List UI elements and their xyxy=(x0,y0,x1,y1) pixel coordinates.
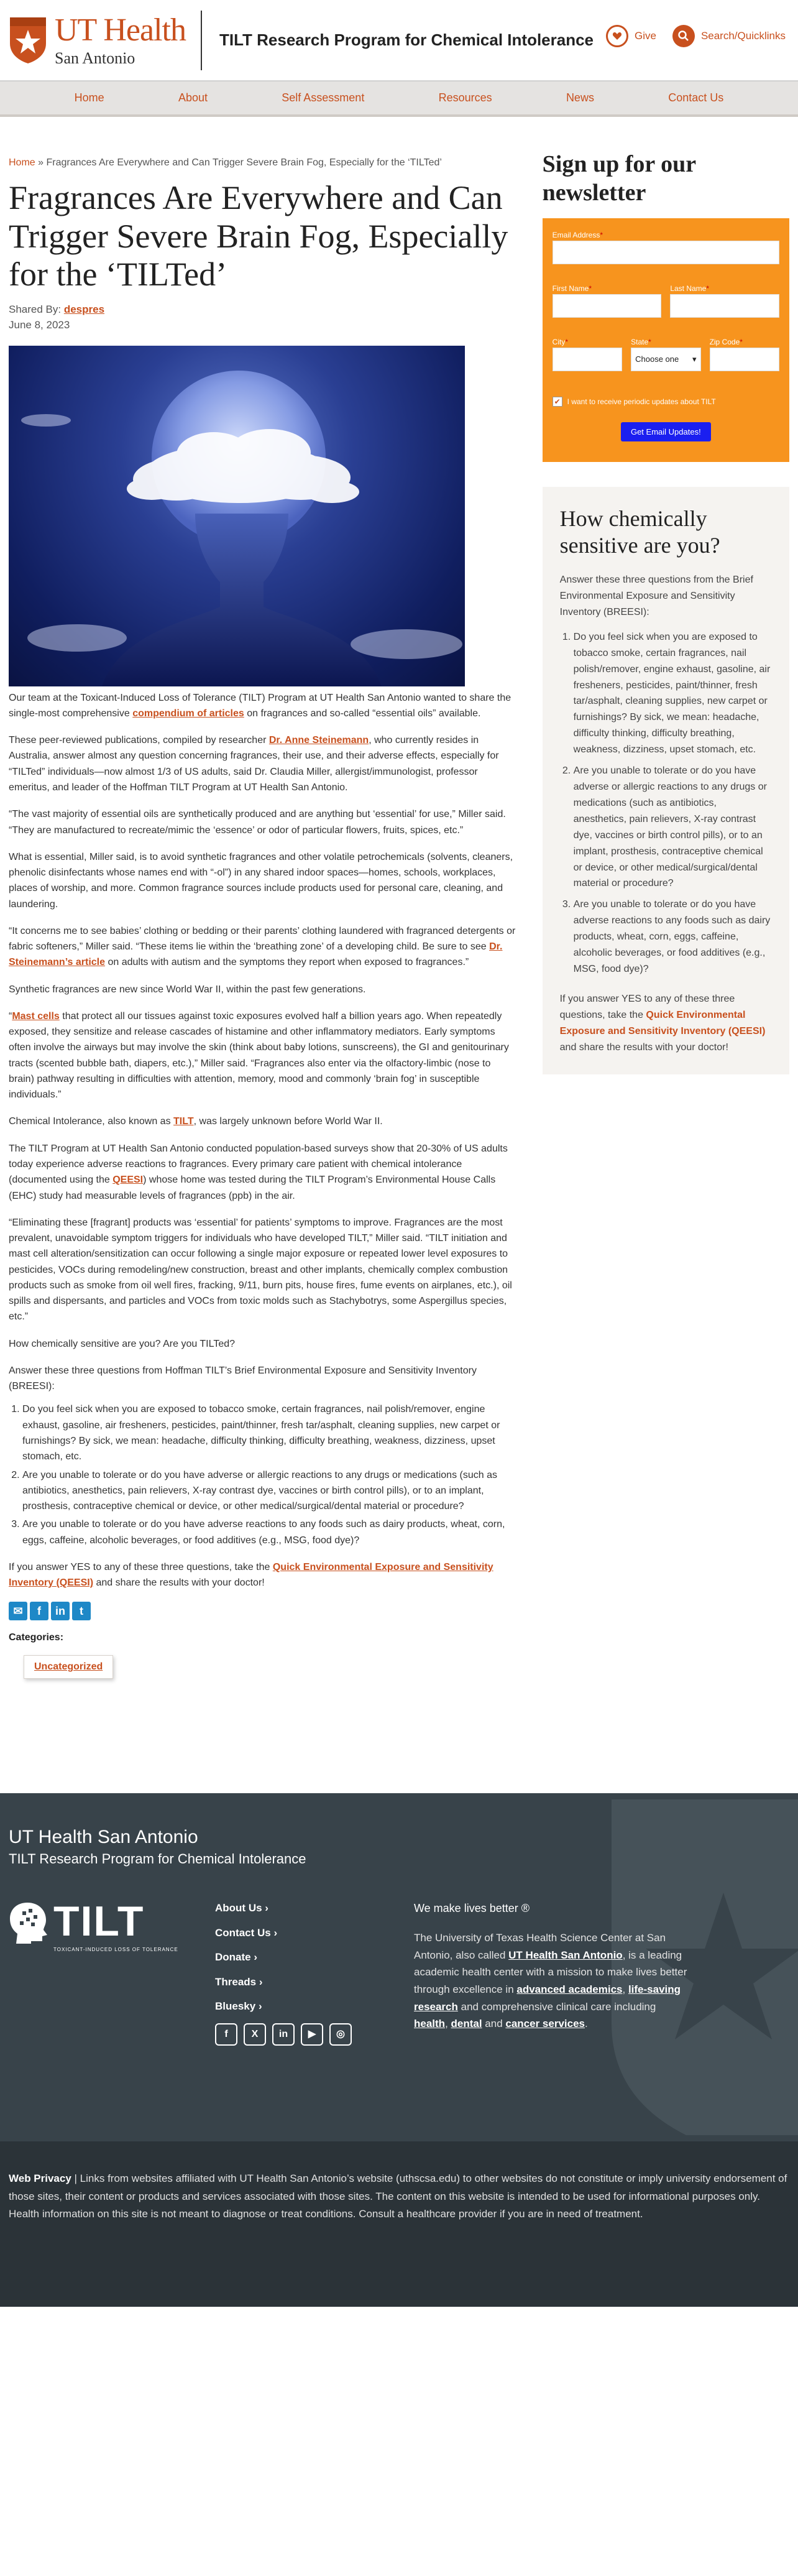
site-header xyxy=(0,0,798,81)
updates-checkbox-label: I want to receive periodic updates about TILT xyxy=(567,397,716,407)
footer-link-contact-us[interactable]: Contact Us › xyxy=(215,1926,278,1939)
breadcrumb xyxy=(9,155,518,170)
first-name-label: First Name* xyxy=(552,284,592,293)
share-buttons xyxy=(9,1602,518,1620)
shield-star-icon xyxy=(9,16,47,65)
dental-link[interactable]: dental xyxy=(451,2018,482,2030)
heart-hand-icon xyxy=(606,25,628,47)
footer-link-about-us[interactable]: About Us › xyxy=(215,1902,268,1914)
academics-link[interactable]: advanced academics xyxy=(516,1983,623,1995)
zip-field[interactable] xyxy=(710,348,779,371)
state-select[interactable]: Choose one ▾ xyxy=(631,348,700,371)
nav-home[interactable]: Home xyxy=(74,91,104,104)
brand-bottom: San Antonio xyxy=(55,48,135,67)
article-paragraph: Our team at the Toxicant-Induced Loss of Tolerance (TILT) Program at UT Health San Antonio wanted to share the single-most comprehensive compendium of articles on fragrances and so-called “essential oils” available. xyxy=(9,692,511,719)
footer-social-icons xyxy=(215,2023,414,2046)
shared-by-label: Shared By: xyxy=(9,303,64,315)
categories-label: Categories: xyxy=(9,1632,64,1643)
breesi-box xyxy=(543,487,789,1074)
chevron-right-icon: › xyxy=(265,1902,268,1914)
article-paragraph: “The vast majority of essential oils are synthetically produced and are anything but ‘essential’ for use,” Miller said. “They are manufactured to recreate/mimic the ‘essence’ or odor of particular flowers, fruits, spices, etc.” xyxy=(9,809,506,836)
email-share-icon[interactable]: ✉ xyxy=(9,1602,27,1620)
tilt-logo[interactable] xyxy=(9,1900,208,2054)
privacy-bar xyxy=(0,2141,798,2307)
main-content xyxy=(9,155,518,1679)
chevron-right-icon: › xyxy=(254,1951,258,1964)
steinemann-link[interactable]: Dr. Anne Steinemann xyxy=(268,735,369,746)
steinemann-article-link[interactable]: Dr. Steinemann’s article xyxy=(9,941,503,968)
footer-link-bluesky[interactable]: Bluesky › xyxy=(215,2000,262,2013)
updates-checkbox[interactable]: ✔ xyxy=(553,397,562,407)
nav-self-assessment[interactable]: Self Assessment xyxy=(282,91,365,104)
cancer-services-link[interactable]: cancer services xyxy=(505,2018,585,2030)
footer-link-threads[interactable]: Threads › xyxy=(215,1975,263,1988)
article-paragraph: Synthetic fragrances are new since World War II, within the past few generations. xyxy=(9,984,366,995)
footer-subtitle: TILT Research Program for Chemical Intolerance xyxy=(9,1851,306,1867)
list-item: 3. Are you unable to tolerate or do you have adverse reactions to any foods such as dairy products, wheat, corn, eggs, caffeine, alcoholic beverages, or food additives (e.g., MSG, food dye)? xyxy=(574,897,772,977)
qeesi-sidebar-link[interactable]: Quick Environmental Exposure and Sensitivity Inventory (QEESI) xyxy=(559,1009,766,1036)
article-paragraph: “Eliminating these [fragrant] products was ‘essential’ for patients’ symptoms to improve. Fragrances are the most prevalent, unavoidable symptom triggers for individuals who have developed TILT,” Miller said. “TILT initiation and mast cell alteration/sensitization can occur following a single major exposure or repeated lower level exposures to pesticides, VOCs during remodeling/new construction, breast and other implants, chemically complex combustion products such as smoke from oil well fires, fracking, 9/11, burn pits, house fires, fume events on airplanes, etc.), oil spills and dispersants, and particles and VOCs from toxic molds such as Stachybotrys, some Aspergillus species, etc.” xyxy=(9,1217,512,1323)
newsletter-form xyxy=(543,218,789,462)
program-title[interactable]: TILT Research Program for Chemical Intolerance xyxy=(219,30,594,49)
facebook-icon[interactable]: f xyxy=(215,2023,237,2046)
nav-about[interactable]: About xyxy=(178,91,208,104)
article-paragraph: How chemically sensitive are you? Are you TILTed? xyxy=(9,1338,236,1349)
list-item: 2. Are you unable to tolerate or do you have adverse or allergic reactions to any drugs or medications (such as antibiotics, anesthetics, pain relievers, X-ray contrast dye, vaccines or birth control pills), or to an implant, prosthesis, contraceptive chemical or device, or other medical/surgical/dental material or procedure? xyxy=(22,1467,518,1515)
linkedin-icon[interactable]: in xyxy=(272,2023,295,2046)
category-tag[interactable]: Uncategorized xyxy=(24,1655,113,1679)
brand-top: UT Health xyxy=(55,12,186,48)
hero-image xyxy=(9,346,465,686)
chevron-right-icon: › xyxy=(273,1926,278,1939)
head-profile-icon xyxy=(9,1900,48,1944)
article-paragraph: “It concerns me to see babies’ clothing or bedding or their parents’ clothing laundered with fragranced detergents or fabric softeners,” Miller said. “These items lie within the ‘breathing zone’ of a developing child. Be sure to see Dr. Steinemann’s article on adults with autism and the symptoms they report when exposed to fragrances.” xyxy=(9,925,516,968)
article-paragraph: What is essential, Miller said, is to avoid synthetic fragrances and other volatile petrochemicals (solvents, cleaners, phenolic disinfectants whose names end with “-ol”) in any shared indoor spaces—homes, schools, workplaces, places of worship, and more. Common fragrance sources include products used for personal care, cleaning, and laundering. xyxy=(9,851,513,910)
author-link[interactable]: despres xyxy=(63,303,105,315)
ut-health-logo[interactable] xyxy=(9,9,186,72)
city-field[interactable] xyxy=(553,348,622,371)
web-privacy-link[interactable]: Web Privacy xyxy=(9,2172,71,2185)
footer-about xyxy=(414,1900,687,2054)
search-icon xyxy=(672,25,695,47)
nav-contact-us[interactable]: Contact Us xyxy=(668,91,724,104)
zip-label: Zip Code* xyxy=(709,338,743,347)
header-divider xyxy=(201,11,202,70)
research-link[interactable]: life-saving research xyxy=(414,1983,681,2013)
search-quicklinks-button[interactable] xyxy=(672,25,786,47)
youtube-icon[interactable]: ▶ xyxy=(301,2023,323,2046)
linkedin-share-icon[interactable]: in xyxy=(51,1602,70,1620)
article-body xyxy=(9,690,518,1679)
give-link[interactable] xyxy=(606,25,656,47)
newsletter-title: Sign up for our newsletter xyxy=(542,151,696,206)
article-paragraph: Chemical Intolerance, also known as TILT, was largely unknown before World War II. xyxy=(9,1116,383,1127)
page-title: Fragrances Are Everywhere and Can Trigger Severe Brain Fog, Especially for the ‘TILTed’ xyxy=(9,179,508,293)
search-label: Search/Quicklinks xyxy=(700,30,786,42)
chevron-right-icon: › xyxy=(258,2000,262,2013)
footer-link-donate[interactable]: Donate › xyxy=(215,1951,258,1964)
updates-checkbox-row xyxy=(553,396,779,407)
breesi-box-intro: Answer these three questions from the Brief Environmental Exposure and Sensitivity Inventory (BREESI): xyxy=(559,575,753,617)
last-name-field[interactable] xyxy=(670,294,779,318)
first-name-field[interactable] xyxy=(553,294,662,318)
article-paragraph: The TILT Program at UT Health San Antonio conducted population-based surveys show that 20-30% of US adults today experience adverse reactions to fragrances. Every primary care patient with chemical intolerance (documented using the QEESI) whose home was tested during the TILT Program’s Environmental House Calls (EHC) study had measurable levels of fragrances (ppb) in the air. xyxy=(9,1143,508,1201)
breesi-box-outro: If you answer YES to any of these three questions, take the Quick Environmental Exposure and Sensitivity Inventory (QEESI) and share the results with your doctor! xyxy=(559,993,766,1053)
breadcrumb-current: Fragrances Are Everywhere and Can Trigger Severe Brain Fog, Especially for the ‘TILTed’ xyxy=(46,157,442,168)
footer-links xyxy=(215,1900,414,2054)
email-label: Email Address* xyxy=(552,231,603,240)
breesi-box-title: How chemically sensitive are you? xyxy=(559,506,720,558)
list-item: 1. Do you feel sick when you are exposed to tobacco smoke, certain fragrances, nail polish/remover, engine exhaust, gasoline, air fresheners, pesticides, paint/thinner, fresh tar/asphalt, cleaning supplies, new carpet or furnishings? By sick, we mean: headache, difficulty thinking, difficulty breathing, weakness, dizziness, upset stomach, etc. xyxy=(574,629,772,758)
uthsa-link[interactable]: UT Health San Antonio xyxy=(508,1949,623,1961)
tilt-link[interactable]: TILT xyxy=(173,1116,194,1127)
article-paragraph: Answer these three questions from Hoffman TILT’s Brief Environmental Exposure and Sensitivity Inventory (BREESI): xyxy=(9,1365,477,1392)
post-meta xyxy=(9,302,518,333)
email-field[interactable] xyxy=(553,241,779,264)
state-label: State* xyxy=(631,338,651,347)
qeesi-link[interactable]: QEESI xyxy=(112,1175,144,1186)
main-nav xyxy=(0,81,798,117)
city-label: City* xyxy=(552,338,568,347)
twitter-share-icon[interactable]: t xyxy=(72,1602,91,1620)
privacy-text: | Links from websites affiliated with UT Health San Antonio’s website (uthscsa.edu) to other websites do not constitute or imply university endorsement of those sites, their content or products and services associated with those sites. The content on this website is intended to be used for informational purposes only. Health information on this site is not meant to diagnose or treat conditions. Consult a healthcare provider if you are in need of treatment. xyxy=(9,2172,787,2220)
footer-about-text: The University of Texas Health Science Center at San Antonio, also called UT Health San Antonio, is a leading academic health center with a mission to make lives better through excellence in advanced academics, life-saving research and comprehensive clinical care including health, dental and cancer services. xyxy=(414,1932,687,2030)
breadcrumb-separator: » xyxy=(35,157,47,168)
chevron-down-icon: ▾ xyxy=(692,354,697,364)
head-in-clouds-illustration xyxy=(9,346,465,686)
site-footer xyxy=(0,1793,798,2141)
footer-tagline: We make lives better ® xyxy=(414,1902,530,1915)
last-name-label: Last Name* xyxy=(670,284,710,293)
instagram-icon[interactable]: ◎ xyxy=(329,2023,352,2046)
article-paragraph: These peer-reviewed publications, compiled by researcher Dr. Anne Steinemann, who currently resides in Australia, answer almost any question concerning fragrances, their use, and their adverse effects, especially for “TILTed” individuals—now almost 1/3 of US adults, said Dr. Claudia Miller, allergist/immunologist, professor emeritus, and leader of the Hoffman TILT Program at UT Health San Antonio. xyxy=(9,735,499,793)
footer-title: UT Health San Antonio xyxy=(9,1827,198,1848)
tilt-caption: TOXICANT-INDUCED LOSS OF TOLERANCE xyxy=(53,1947,178,1953)
mast-cells-link[interactable]: Mast cells xyxy=(12,1010,60,1022)
list-item: 1. Do you feel sick when you are exposed to tobacco smoke, certain fragrances, nail polish/remover, engine exhaust, gasoline, air fresheners, pesticides, paint/thinner, fresh tar/asphalt, cleaning supplies, new carpet or furnishings? By sick, we mean: headache, difficulty thinking, difficulty breathing, weakness, dizziness, upset stomach, etc. xyxy=(22,1401,518,1464)
chevron-right-icon: › xyxy=(259,1975,263,1988)
get-email-updates-button[interactable]: Get Email Updates! xyxy=(621,422,711,441)
sidebar xyxy=(542,151,789,1679)
list-item: 3. Are you unable to tolerate or do you have adverse reactions to any foods such as dairy products, wheat, corn, eggs, caffeine, alcoholic beverages, or food additives (e.g., MSG, food dye)? xyxy=(22,1517,518,1548)
list-item: 2. Are you unable to tolerate or do you have adverse or allergic reactions to any drugs or medications (such as antibiotics, anesthetics, pain relievers, X-ray contrast dye, vaccines or birth control pills), or to an implant, prosthesis, contraceptive chemical or device, or other medical/surgical/dental material or procedure? xyxy=(574,763,772,892)
breadcrumb-home[interactable]: Home xyxy=(9,157,35,168)
post-date: June 8, 2023 xyxy=(9,319,70,331)
nav-news[interactable]: News xyxy=(566,91,594,104)
tilt-wordmark: TILT xyxy=(53,1898,145,1946)
nav-resources[interactable]: Resources xyxy=(438,91,492,104)
breesi-box-list xyxy=(574,629,772,977)
article-paragraph: “Mast cells that protect all our tissues against toxic exposures evolved half a billion years ago. When repeatedly exposed, they sensitize and release cascades of histamine and other inflammatory mediators. Early symptoms often involve the airways but may involve the skin (think about baby lotions, sunscreens), the GI and genitourinary tracts (scented bubble bath, diapers, etc.),” Miller said. “Fragrances also enter via the olfactory-limbic (nose to brain) pathway resulting in difficulties with attention, memory, mood and commonly ‘brain fog’ in susceptible individuals.” xyxy=(9,1010,509,1101)
breesi-question-list xyxy=(22,1401,518,1548)
facebook-share-icon[interactable]: f xyxy=(30,1602,48,1620)
health-link[interactable]: health xyxy=(414,2018,446,2030)
give-label: Give xyxy=(634,30,656,42)
article-paragraph: If you answer YES to any of these three questions, take the Quick Environmental Exposure and Sensitivity Inventory (QEESI) and share the results with your doctor! xyxy=(9,1561,493,1589)
compendium-link[interactable]: compendium of articles xyxy=(132,708,244,719)
x-icon[interactable]: X xyxy=(244,2023,266,2046)
qeesi-survey-link[interactable]: Quick Environmental Exposure and Sensitivity Inventory (QEESI) xyxy=(9,1561,493,1589)
